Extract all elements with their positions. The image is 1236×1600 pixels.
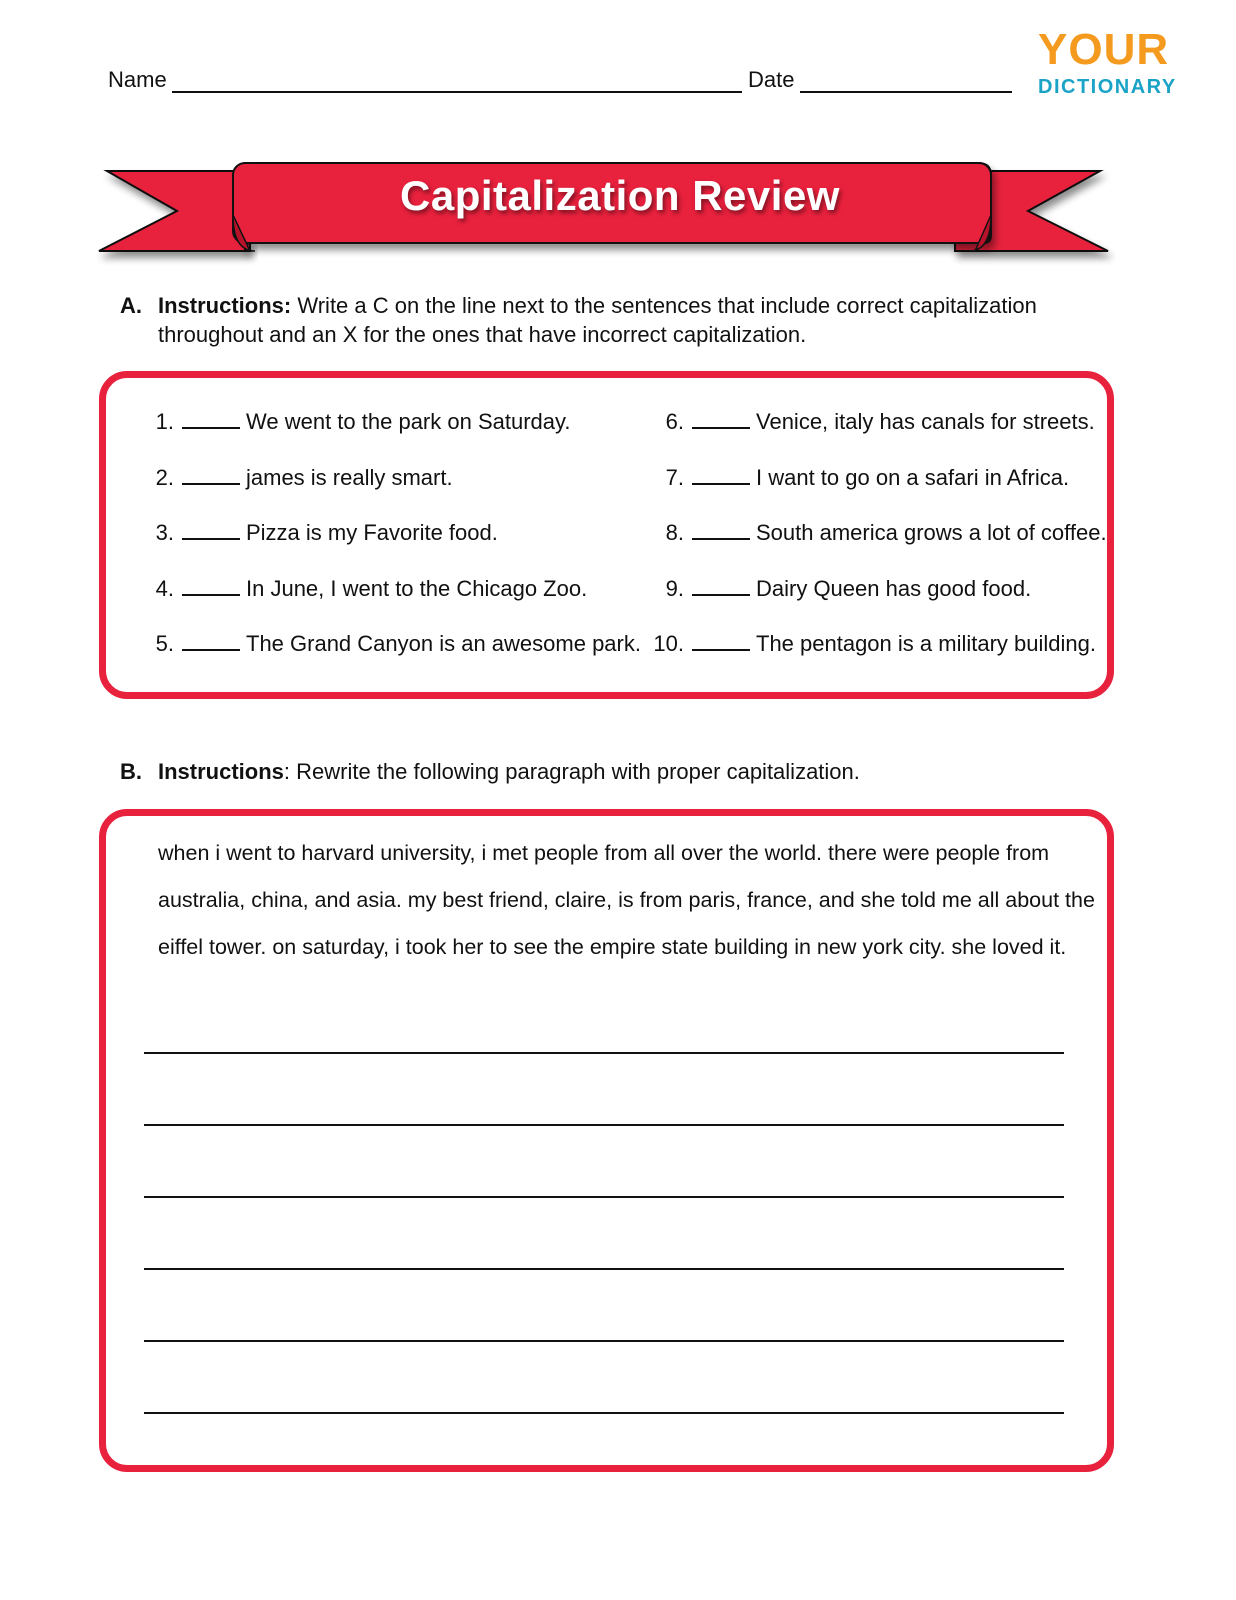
section-b-letter: B. — [120, 759, 142, 784]
item-number: 10. — [653, 631, 684, 656]
writing-line[interactable] — [144, 1268, 1064, 1270]
list-item — [640, 409, 1095, 435]
item-number: 8. — [665, 520, 684, 545]
writing-line[interactable] — [144, 1052, 1064, 1054]
item-number: 5. — [155, 631, 174, 656]
list-item — [640, 520, 1107, 546]
section-a-instructions — [158, 291, 1058, 349]
paragraph-line: australia, china, and asia. my best friend, claire, is from paris, france, and she told me all about the — [158, 888, 1095, 912]
answer-blank[interactable] — [182, 409, 240, 429]
section-b-instructions-text: : Rewrite the following paragraph with proper capitalization. — [283, 759, 860, 784]
answer-blank[interactable] — [692, 465, 750, 485]
date-field[interactable] — [800, 91, 1012, 93]
list-item — [130, 631, 641, 657]
list-item — [640, 631, 1096, 657]
list-item — [130, 576, 587, 602]
item-sentence: South america grows a lot of coffee. — [756, 520, 1107, 545]
item-sentence: Dairy Queen has good food. — [756, 576, 1032, 601]
writing-line[interactable] — [144, 1196, 1064, 1198]
item-number: 4. — [155, 576, 174, 601]
list-item — [130, 465, 453, 491]
list-item — [640, 576, 1031, 602]
list-item — [130, 520, 498, 546]
yourdictionary-logo — [1038, 25, 1188, 100]
writing-line[interactable] — [144, 1340, 1064, 1342]
item-number: 6. — [665, 409, 684, 434]
item-sentence: The pentagon is a military building. — [756, 631, 1096, 656]
answer-blank[interactable] — [182, 631, 240, 651]
section-a-instructions-bold: Instructions: — [158, 293, 292, 318]
item-sentence: Pizza is my Favorite food. — [246, 520, 498, 545]
list-item — [130, 409, 570, 435]
name-field[interactable] — [172, 91, 742, 93]
answer-blank[interactable] — [182, 465, 240, 485]
page-title: Capitalization Review — [400, 172, 840, 219]
list-item — [640, 465, 1069, 491]
section-a-letter: A. — [120, 293, 142, 318]
item-number: 3. — [155, 520, 174, 545]
section-b-instructions — [158, 757, 860, 786]
paragraph-line: when i went to harvard university, i met people from all over the world. there were people from — [158, 841, 1050, 865]
section-a-instructions-line2: throughout and an X for the ones that have incorrect capitalization. — [158, 322, 807, 347]
item-number: 2. — [155, 465, 174, 490]
item-number: 7. — [665, 465, 684, 490]
logo-dictionary-text: DICTIONARY — [1038, 76, 1177, 98]
answer-blank[interactable] — [182, 576, 240, 596]
date-label: Date — [748, 67, 795, 92]
answer-blank[interactable] — [182, 520, 240, 540]
item-sentence: I want to go on a safari in Africa. — [756, 465, 1070, 490]
paragraph — [158, 830, 1098, 971]
item-sentence: In June, I went to the Chicago Zoo. — [246, 576, 588, 601]
writing-line[interactable] — [144, 1412, 1064, 1414]
item-number: 9. — [665, 576, 684, 601]
paragraph-line: eiffel tower. on saturday, i took her to see the empire state building in new york city. she loved it. — [158, 935, 1067, 959]
item-sentence: We went to the park on Saturday. — [246, 409, 571, 434]
answer-blank[interactable] — [692, 576, 750, 596]
writing-line[interactable] — [144, 1124, 1064, 1126]
answer-blank[interactable] — [692, 409, 750, 429]
logo-your-text: YOUR — [1038, 25, 1170, 74]
banner-left-tail — [99, 171, 250, 251]
answer-blank[interactable] — [692, 520, 750, 540]
item-number: 1. — [155, 409, 174, 434]
item-sentence: The Grand Canyon is an awesome park. — [246, 631, 641, 656]
item-sentence: Venice, italy has canals for streets. — [756, 409, 1095, 434]
section-a-instructions-line1: Write a C on the line next to the sentences that include correct capitalization — [297, 293, 1037, 318]
name-label: Name — [108, 67, 167, 92]
section-b-instructions-bold: Instructions — [158, 759, 284, 784]
item-sentence: james is really smart. — [246, 465, 453, 490]
answer-blank[interactable] — [692, 631, 750, 651]
